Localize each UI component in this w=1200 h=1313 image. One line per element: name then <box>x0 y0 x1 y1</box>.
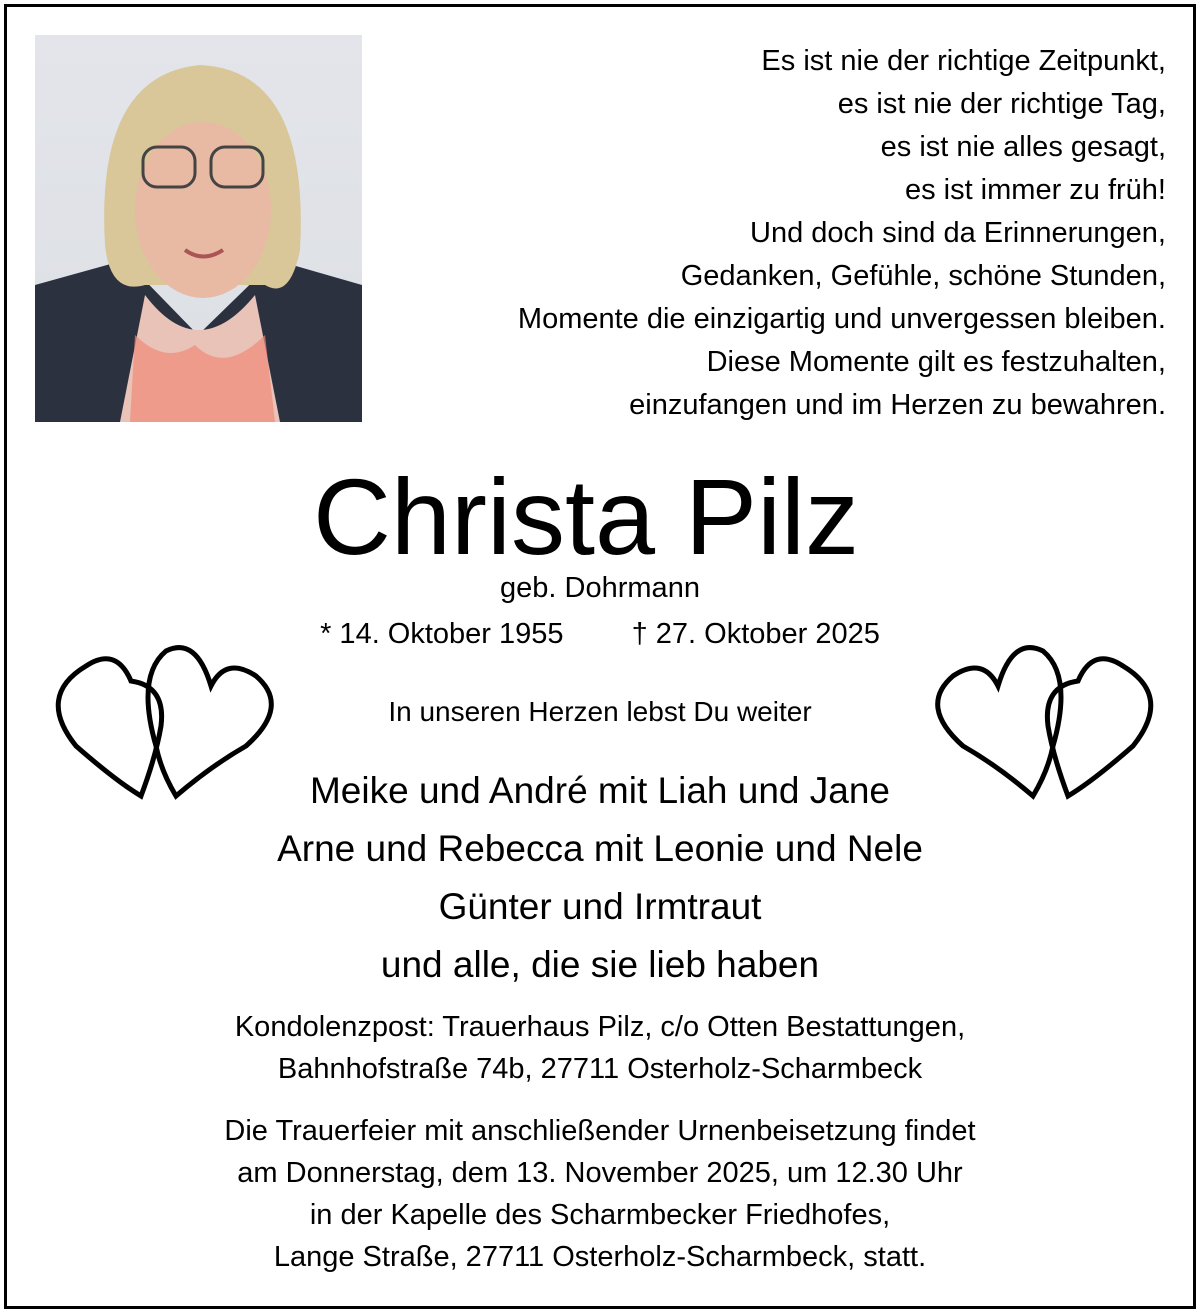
poem-line: Momente die einzigartig und unvergessen bleiben. <box>517 303 1166 335</box>
family-line: Günter und Irmtraut <box>438 886 762 927</box>
poem-line: einzufangen und im Herzen zu bewahren. <box>629 389 1166 421</box>
service-line: am Donnerstag, dem 13. November 2025, um 12.30 Uhr <box>237 1157 963 1189</box>
death-date: † 27. Oktober 2025 <box>631 618 880 650</box>
poem-line: Gedanken, Gefühle, schöne Stunden, <box>680 260 1166 292</box>
poem-line: Und doch sind da Erinnerungen, <box>750 217 1166 249</box>
poem-line: Diese Momente gilt es festzuhalten, <box>706 346 1166 378</box>
birth-name: geb. Dohrmann <box>500 572 700 604</box>
poem-line: es ist nie der richtige Tag, <box>837 88 1166 120</box>
family-list <box>0 762 1200 994</box>
address-line: Kondolenzpost: Trauerhaus Pilz, c/o Otten Bestattungen, <box>234 1011 966 1043</box>
poem <box>518 40 1166 427</box>
condolence-address <box>0 1006 1200 1090</box>
family-line: und alle, die sie lieb haben <box>380 944 820 985</box>
address-line: Bahnhofstraße 74b, 27711 Osterholz-Scharmbeck <box>277 1053 923 1085</box>
service-line: in der Kapelle des Scharmbecker Friedhofes, <box>309 1199 891 1231</box>
service-line: Die Trauerfeier mit anschließender Urnenbeisetzung findet <box>224 1115 976 1147</box>
portrait-photo <box>35 35 362 422</box>
poem-line: es ist nie alles gesagt, <box>880 131 1166 163</box>
service-line: Lange Straße, 27711 Osterholz-Scharmbeck, statt. <box>273 1241 927 1273</box>
funeral-service-info <box>0 1110 1200 1278</box>
poem-line: es ist immer zu früh! <box>904 174 1166 206</box>
family-line: Meike und André mit Liah und Jane <box>309 770 891 811</box>
family-line: Arne und Rebecca mit Leonie und Nele <box>277 828 923 869</box>
birth-date: * 14. Oktober 1955 <box>320 618 564 650</box>
deceased-name: Christa Pilz <box>312 456 860 577</box>
poem-line: Es ist nie der richtige Zeitpunkt, <box>761 45 1166 77</box>
motto: In unseren Herzen lebst Du weiter <box>388 696 812 727</box>
